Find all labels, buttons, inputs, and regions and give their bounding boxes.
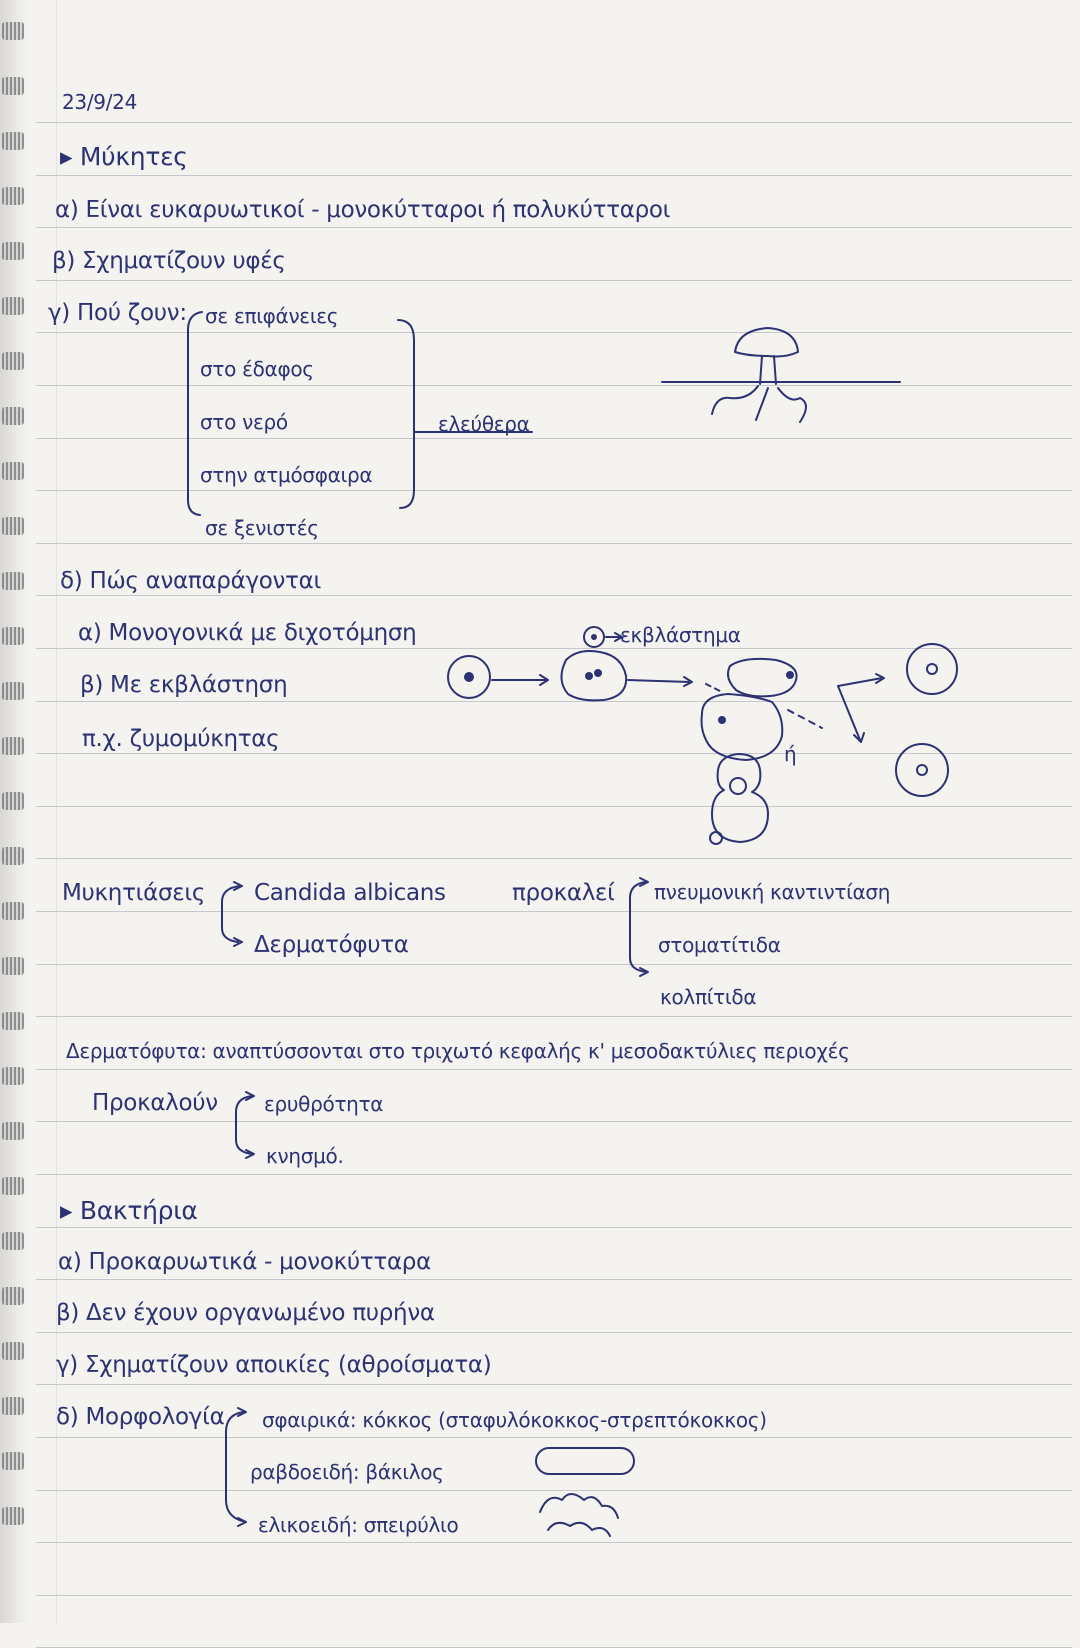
bacteria-point-a: α) Προκαρυωτικά - μονοκύτταρα [58,1249,431,1275]
bacteria-shape: σφαιρικά: κόκκος (σταφυλόκοκκος-στρεπτόκοκκος) [262,1408,767,1432]
page-date: 23/9/24 [62,90,137,114]
mycosis-type: Δερματόφυτα [254,932,409,958]
morphology-brace [226,1412,246,1522]
mycoses-brace [222,886,240,942]
spirillum-sketch-icon [540,1494,618,1536]
fungi-point-a: α) Είναι ευκαρυωτικοί - μονοκύτταροι ή πολυκύτταροι [55,197,671,223]
mycoses-causes-label: προκαλεί [512,880,615,906]
mushroom-sketch-icon [662,328,900,422]
mycoses-label: Μυκητιάσεις [62,880,206,906]
bacteria-shape: ελικοειδή: σπειρύλιο [258,1513,459,1537]
bacteria-point-c: γ) Σχηματίζουν αποικίες (αθροίσματα) [56,1352,492,1378]
section-bacteria-heading: ▸ Βακτήρια [60,1196,198,1225]
mycosis-effect: στοματίτιδα [658,933,781,957]
yeast-budding-diagram [448,627,957,844]
fungi-point-d-label: δ) Πώς αναπαράγονται [60,568,321,594]
mycosis-type: Candida albicans [254,880,446,906]
habitat-item: στο νερό [200,410,288,434]
section-fungi-heading: ▸ Μύκητες [60,142,188,171]
mycosis-effect: πνευμονική καντιντίαση [654,880,891,904]
bacteria-title: Βακτήρια [79,1196,198,1225]
dermatophyte-brace [236,1096,252,1154]
dermatophyte-effect: κνησμό. [266,1144,344,1168]
habitat-item: στην ατμόσφαιρα [200,463,373,487]
habitat-item: σε επιφάνειες [205,304,339,328]
effects-brace [630,882,646,972]
bacteria-point-b: β) Δεν έχουν οργανωμένο πυρήνα [56,1300,435,1326]
bacillus-sketch-icon [536,1448,634,1474]
habitat-item: σε ξενιστές [205,516,319,540]
bacteria-shape: ραβδοειδή: βάκιλος [250,1460,444,1484]
mycosis-effect: κολπίτιδα [660,985,757,1009]
habitats-right-bracket [398,320,414,508]
dermatophytes-causes-label: Προκαλούν [92,1090,218,1116]
free-living-label: ελεύθερα [438,412,530,436]
habitats-left-brace [188,312,202,515]
repro-item: α) Μονογονικά με διχοτόμηση [78,620,417,646]
dermatophytes-line: Δερματόφυτα: αναπτύσσονται στο τριχωτό κεφαλής κ' μεσοδακτύλιες περιοχές [66,1039,850,1063]
fungi-point-b: β) Σχηματίζουν υφές [52,248,286,274]
habitat-item: στο έδαφος [200,357,314,381]
bud-label: εκβλάστημα [620,623,741,647]
fungi-title: Μύκητες [79,142,188,171]
bacteria-point-d-label: δ) Μορφολογία [56,1404,225,1430]
or-label: ή [784,742,797,766]
dermatophyte-effect: ερυθρότητα [264,1092,384,1116]
repro-item: β) Με εκβλάστηση [80,672,288,698]
fungi-point-c-label: γ) Πού ζουν: [48,300,187,326]
repro-item: π.χ. ζυμομύκητας [82,726,280,752]
